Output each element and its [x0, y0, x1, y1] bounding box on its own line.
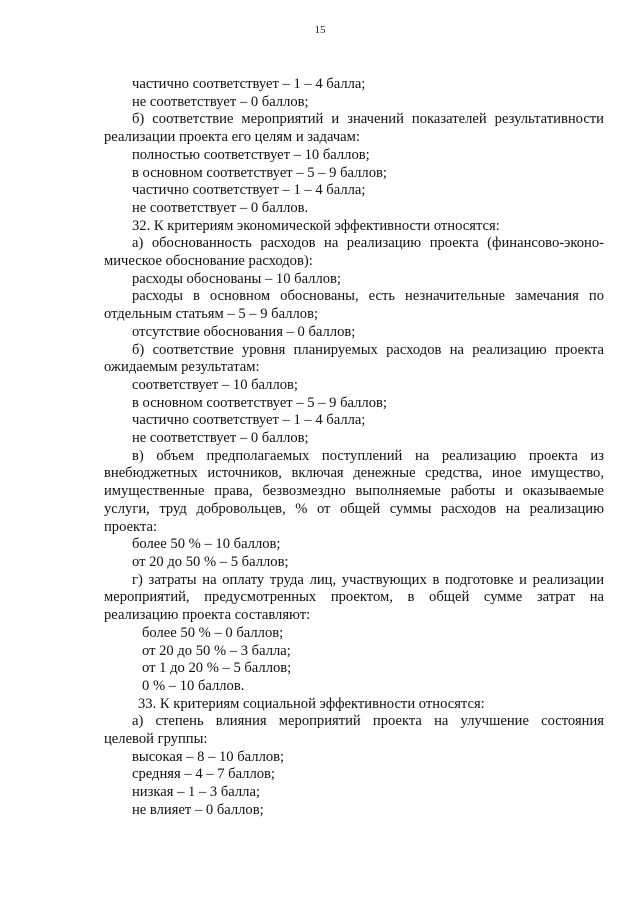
- text-line: частично соответствует – 1 – 4 балла;: [132, 182, 366, 199]
- text-line: в основном соответствует – 5 – 9 баллов;: [132, 164, 387, 181]
- text-line: частично соответствует – 1 – 4 балла;: [132, 412, 366, 429]
- text-line: ожидаемым результатам:: [104, 359, 260, 376]
- text-line: 0 % – 10 баллов.: [142, 677, 245, 694]
- text-line: низкая – 1 – 3 балла;: [132, 784, 261, 801]
- text-line: 32. К критериям экономической эффективности относятся:: [132, 217, 500, 234]
- text-line: от 1 до 20 % – 5 баллов;: [142, 660, 292, 677]
- text-line: целевой группы:: [104, 731, 208, 748]
- text-line: не соответствует – 0 баллов;: [132, 93, 309, 110]
- page-number: 15: [314, 24, 326, 36]
- text-line: мероприятий, предусмотренных проектом, в общей сумме затрат на: [104, 589, 604, 606]
- text-line: высокая – 8 – 10 баллов;: [132, 748, 285, 765]
- text-line: мическое обоснование расходов):: [104, 253, 313, 270]
- text-line: г) затраты на оплату труда лиц, участвующих в подготовке и реализации: [132, 571, 604, 588]
- text-line: в основном соответствует – 5 – 9 баллов;: [132, 394, 387, 411]
- text-line: от 20 до 50 % – 3 балла;: [142, 642, 291, 659]
- text-line: а) степень влияния мероприятий проекта на улучшение состояния: [132, 713, 604, 730]
- text-line: б) соответствие уровня планируемых расходов на реализацию проекта: [132, 341, 604, 358]
- text-line: б) соответствие мероприятий и значений показателей результативности: [132, 111, 604, 128]
- document-body: [104, 76, 604, 820]
- text-line: частично соответствует – 1 – 4 балла;: [132, 76, 366, 92]
- text-line: 33. К критериям социальной эффективности относятся:: [138, 695, 485, 712]
- text-line: более 50 % – 0 баллов;: [142, 624, 284, 641]
- text-line: от 20 до 50 % – 5 баллов;: [132, 553, 289, 570]
- text-line: более 50 % – 10 баллов;: [132, 536, 281, 553]
- text-line: средняя – 4 – 7 баллов;: [132, 766, 275, 783]
- text-line: расходы обоснованы – 10 баллов;: [132, 270, 341, 287]
- text-line: отсутствие обоснования – 0 баллов;: [132, 323, 356, 340]
- text-line: услуги, труд добровольцев, % от общей суммы расходов на реализацию: [104, 500, 604, 517]
- text-line: а) обоснованность расходов на реализацию проекта (финансово-эконо-: [132, 235, 604, 252]
- text-line: в) объем предполагаемых поступлений на реализацию проекта из: [132, 447, 604, 464]
- text-line: реализацию проекта составляют:: [104, 607, 311, 624]
- text-line: реализации проекта его целям и задачам:: [104, 129, 360, 146]
- text-line: не влияет – 0 баллов;: [132, 801, 264, 818]
- text-line: отдельным статьям – 5 – 9 баллов;: [104, 306, 319, 323]
- text-line: не соответствует – 0 баллов.: [132, 199, 309, 216]
- text-line: расходы в основном обоснованы, есть незначительные замечания по: [132, 288, 604, 305]
- text-line: имущественные права, безвозмездно выполняемые работы и оказываемые: [104, 483, 604, 500]
- text-line: не соответствует – 0 баллов;: [132, 430, 309, 447]
- text-line: проекта:: [104, 518, 158, 535]
- text-line: соответствует – 10 баллов;: [132, 376, 298, 393]
- text-line: полностью соответствует – 10 баллов;: [132, 146, 370, 163]
- text-line: внебюджетных источников, включая денежные средства, иное имущество,: [104, 465, 604, 482]
